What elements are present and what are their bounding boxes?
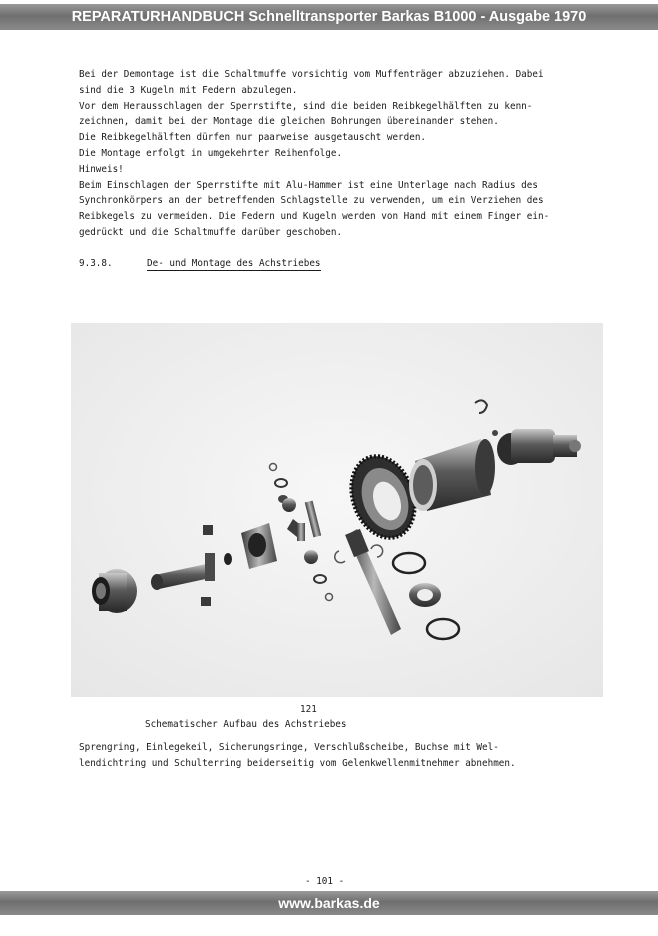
- body-line: Synchronkörpers an der betreffenden Schlagstelle zu verwenden, um ein Verziehen des: [79, 195, 544, 207]
- section-title: De- und Montage des Achstriebes: [147, 258, 321, 269]
- body-line: Beim Einschlagen der Sperrstifte mit Alu-Hammer ist eine Unterlage nach Radius des: [79, 179, 538, 191]
- body-line: sind die 3 Kugeln mit Federn abzulegen.: [79, 84, 298, 96]
- exploded-view-photo: [71, 323, 603, 697]
- body-line: Vor dem Herausschlagen der Sperrstifte, sind die beiden Reibkegelhälften zu kenn-: [79, 100, 533, 112]
- footer-banner[interactable]: www.barkas.de: [0, 891, 658, 915]
- header-banner: REPARATURHANDBUCH Schnelltransporter Barkas B1000 - Ausgabe 1970: [0, 4, 658, 30]
- figure-caption: Schematischer Aufbau des Achstriebes: [145, 719, 347, 730]
- body-line: Die Montage erfolgt in umgekehrter Reihenfolge.: [79, 147, 343, 159]
- description-line: Sprengring, Einlegekeil, Sicherungsringe, Verschlußscheibe, Buchse mit Wel-: [79, 742, 499, 753]
- bearing: [409, 583, 441, 607]
- section-number: 9.3.8.: [79, 258, 113, 269]
- body-line: Reibkegels zu vermeiden. Die Federn und Kugeln werden von Hand mit einem Finger ein-: [79, 211, 550, 223]
- body-line: zeichnen, damit bei der Montage die gleichen Bohrungen übereinander stehen.: [79, 116, 499, 128]
- body-line: Bei der Demontage ist die Schaltmuffe vorsichtig vom Muffenträger abzuziehen. Dabei: [79, 69, 544, 80]
- body-line: gedrückt und die Schaltmuffe darüber geschoben.: [79, 226, 343, 238]
- body-line: Die Reibkegelhälften dürfen nur paarweise ausgetauscht werden.: [79, 132, 427, 144]
- body-text: [79, 67, 599, 241]
- description-line: lendichtring und Schulterring beiderseitig vom Gelenkwellenmitnehmer abnehmen.: [79, 758, 516, 769]
- figure-number: 121: [300, 704, 317, 715]
- page-number: - 101 -: [305, 876, 345, 887]
- figure-description: [79, 740, 516, 772]
- note-heading: Hinweis!: [79, 163, 124, 175]
